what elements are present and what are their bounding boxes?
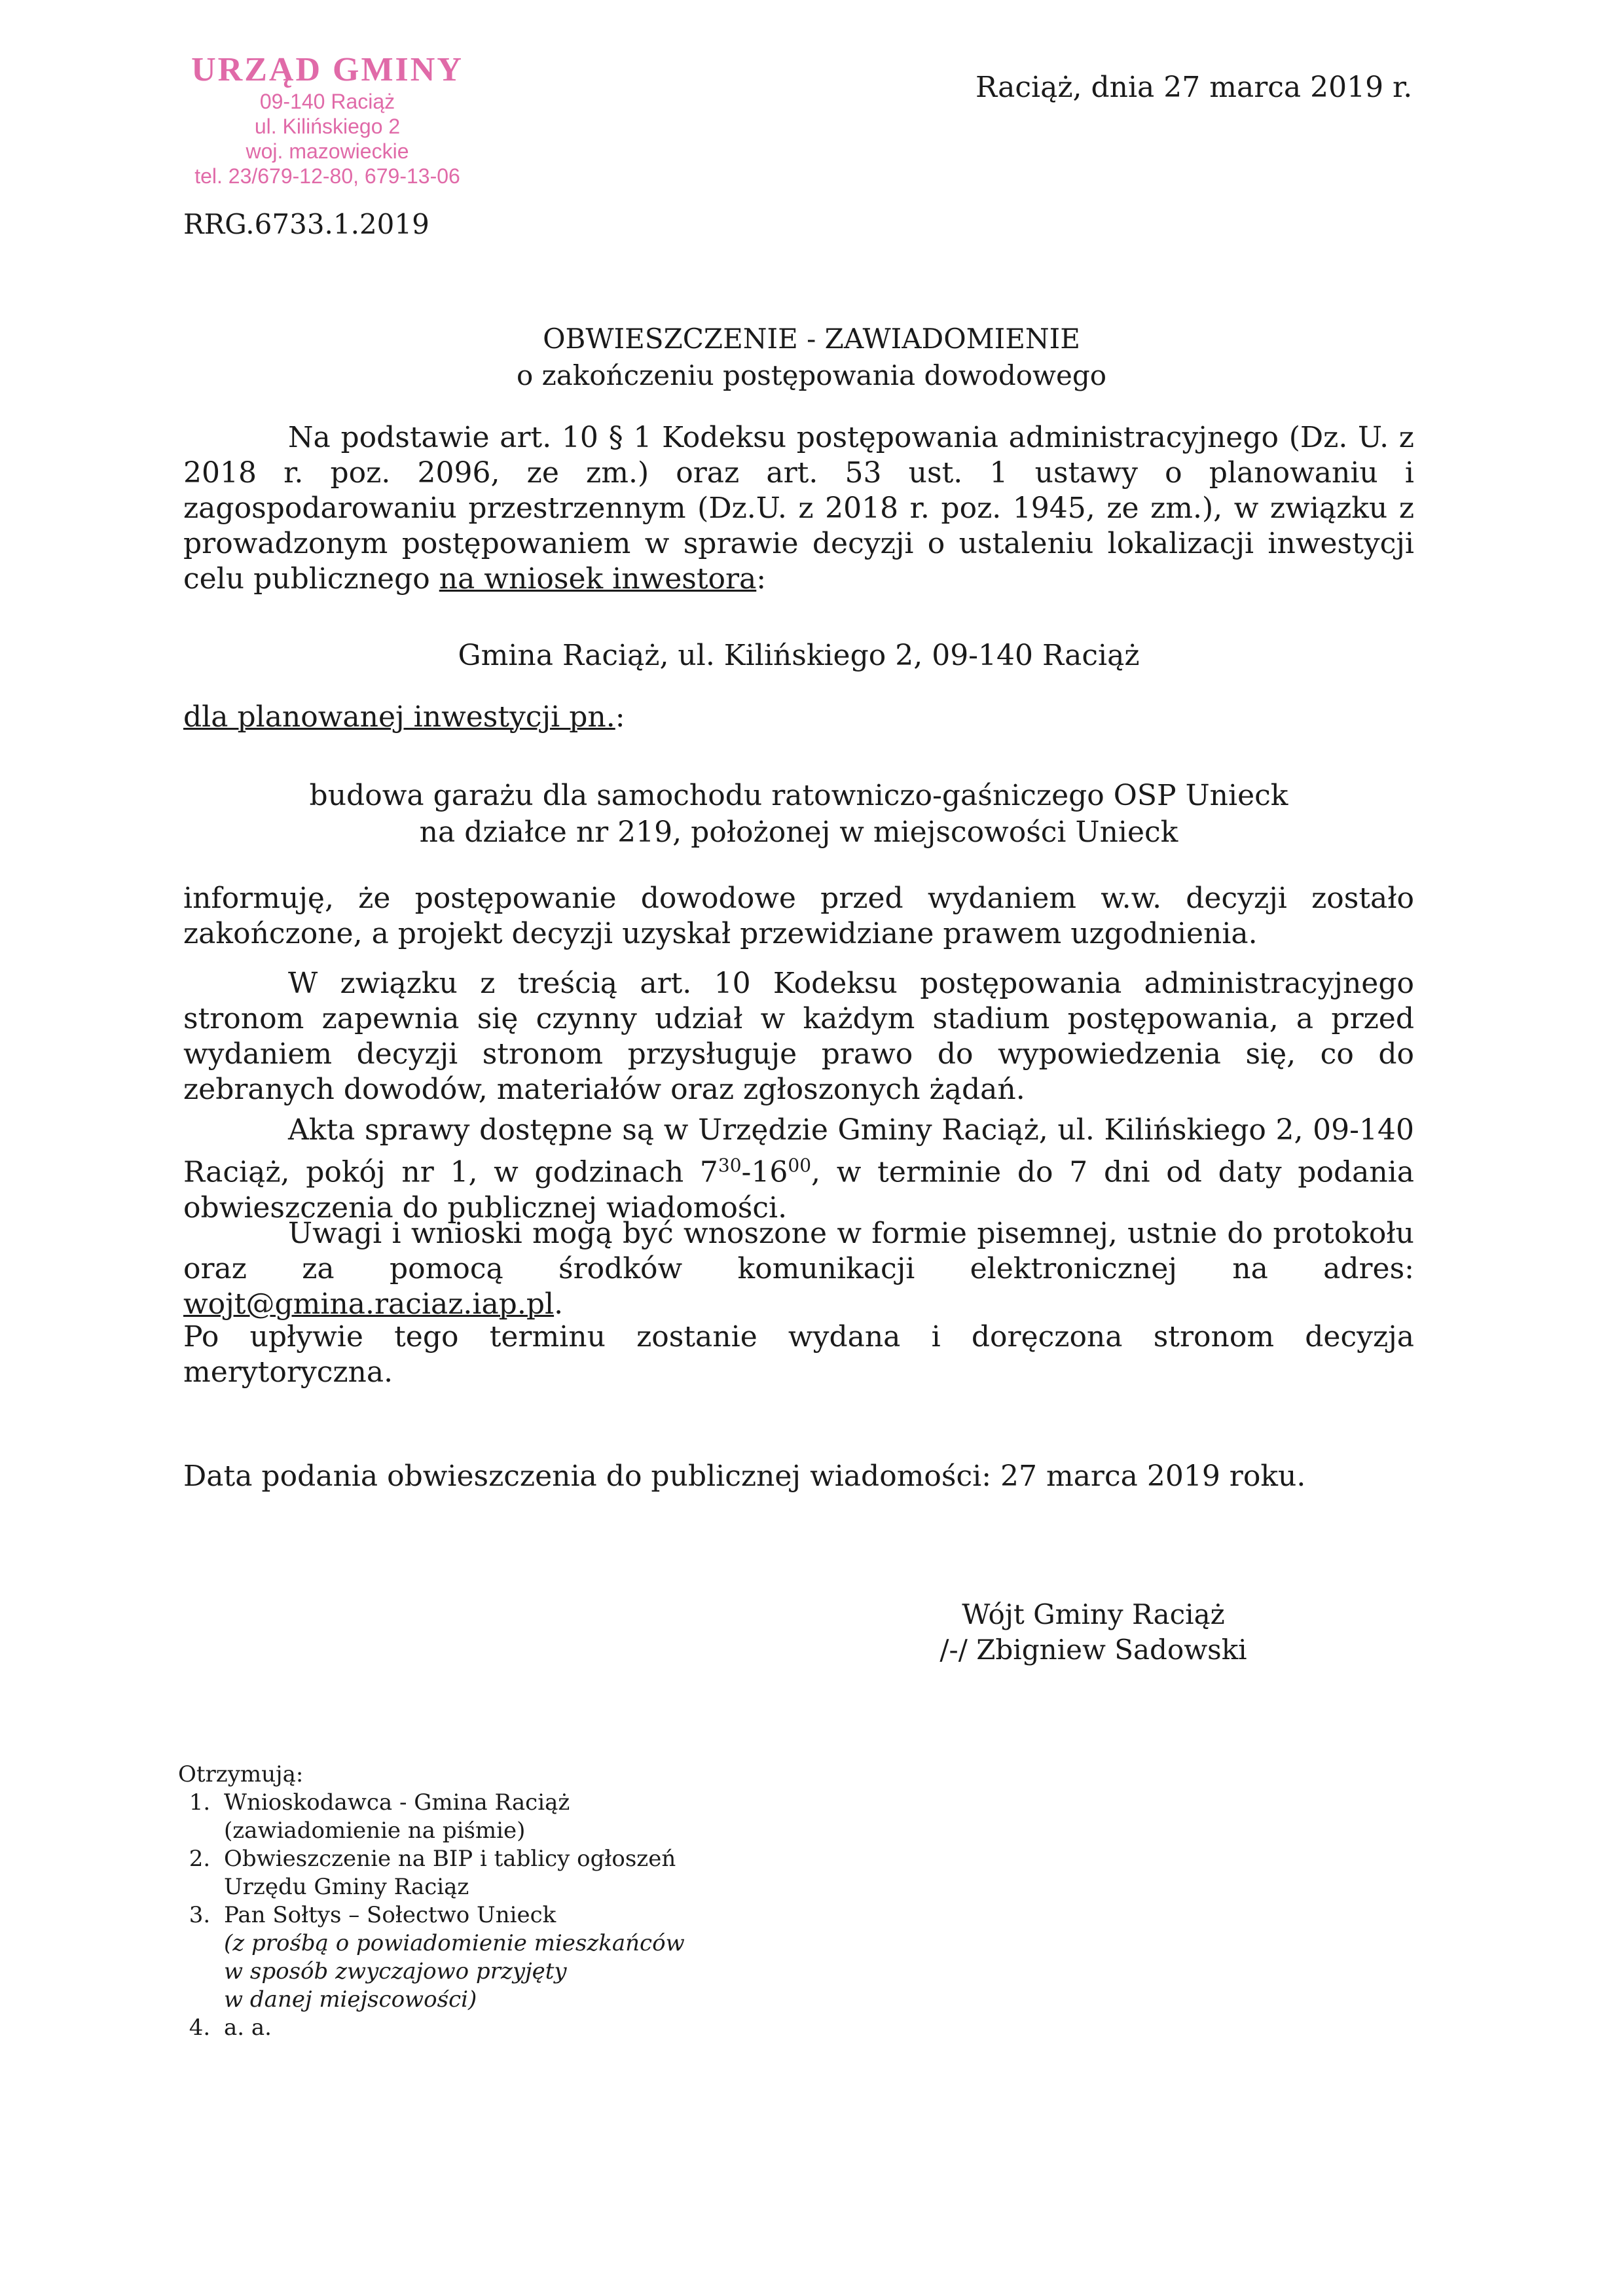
document-title: OBWIESZCZENIE - ZAWIADOMIENIE bbox=[543, 323, 1080, 355]
remarks-paragraph: Uwagi i wnioski mogą być wnoszone w formie pisemnej, ustnie do protokołu oraz za pomocą środków komunikacji elektronicznej na adres: wojt@gmina.raciaz.iap.pl. bbox=[183, 1217, 1414, 1321]
list-item: 2. Obwieszczenie na BIP i tablicy ogłoszeń Urzędu Gminy Raciąz bbox=[217, 1845, 685, 1901]
stamp-phone: tel. 23/679-12-80, 679-13-06 bbox=[194, 164, 460, 188]
place-date: Raciąż, dnia 27 marca 2019 r. bbox=[976, 71, 1413, 104]
intro-paragraph: Na podstawie art. 10 § 1 Kodeksu postępowania administracyjnego (Dz. U. z 2018 r. poz. 2096, ze zm.) oraz art. 53 ust. 1 ustawy o planowaniu i zagospodarowaniu przestrzennym (Dz.U. z 2018 r. poz. 1945, ze zm.), w związku z prowadzonym postępowaniem w sprawie decyzji o ustaleniu lokalizacji inwestycji celu publicznego na wniosek inwestora: bbox=[183, 421, 1414, 596]
list-item: 1. Wnioskodawca - Gmina Raciąż (zawiadomienie na piśmie) bbox=[217, 1789, 685, 1845]
after-term-paragraph: Po upływie tego terminu zostanie wydana i doręczona stronom decyzja merytoryczna. bbox=[183, 1320, 1414, 1389]
stamp-postal: 09-140 Raciąż bbox=[259, 90, 395, 113]
signature-block bbox=[910, 1597, 1277, 1668]
investment-name-line2: na działce nr 219, położonej w miejscowości Unieck bbox=[419, 816, 1178, 849]
investor-address: Gmina Raciąż, ul. Kilińskiego 2, 09-140 Raciąż bbox=[458, 639, 1140, 672]
investment-label: dla planowanej inwestycji pn.: bbox=[183, 700, 625, 734]
reference-number: RRG.6733.1.2019 bbox=[183, 208, 429, 240]
signature-title: Wójt Gminy Raciąż bbox=[962, 1598, 1225, 1630]
underlined-phrase: na wniosek inwestora bbox=[439, 562, 757, 596]
stamp-voivodeship: woj. mazowieckie bbox=[246, 139, 409, 163]
email-link[interactable]: wojt@gmina.raciaz.iap.pl bbox=[183, 1287, 555, 1321]
inform-paragraph: informuję, że postępowanie dowodowe przed wydaniem w.w. decyzji zostało zakończone, a projekt decyzji uzyskał przewidziane prawem uzgodnienia. bbox=[183, 882, 1414, 950]
list-item: 3. Pan Sołtys – Sołectwo Unieck (z prośbą o powiadomienie mieszkańców w sposób zwyczajowo przyjęty w danej miejscowości) bbox=[217, 1901, 685, 2014]
investment-name-line1: budowa garażu dla samochodu ratowniczo-gaśniczego OSP Unieck bbox=[309, 779, 1288, 812]
signature-name: /-/ Zbigniew Sadowski bbox=[939, 1634, 1247, 1666]
office-stamp bbox=[164, 51, 491, 188]
list-item: 4. a. a. bbox=[217, 2014, 685, 2042]
document-subtitle: o zakończeniu postępowania dowodowego bbox=[516, 359, 1107, 391]
publication-date: Data podania obwieszczenia do publicznej wiadomości: 27 marca 2019 roku. bbox=[183, 1460, 1306, 1493]
stamp-street: ul. Kilińskiego 2 bbox=[254, 115, 401, 138]
recipients-list bbox=[178, 1761, 685, 2042]
rights-paragraph: W związku z treścią art. 10 Kodeksu postępowania administracyjnego stronom zapewnia się czynny udział w każdym stadium postępowania, a przed wydaniem decyzji stronom przysługuje prawo do wypowiedzenia się, co do zebranych dowodów, materiałów oraz zgłoszonych żądań. bbox=[183, 967, 1414, 1106]
stamp-title: URZĄD GMINY bbox=[191, 51, 464, 88]
files-paragraph: Akta sprawy dostępne są w Urzędzie Gminy Raciąż, ul. Kilińskiego 2, 09-140 Raciąż, pokój nr 1, w godzinach $7^{30}-16^{00}$, w terminie do 7 dni od daty podania obwieszczenia do publicznej wiadomości. bbox=[183, 1113, 1414, 1225]
recipients-heading: Otrzymują: bbox=[178, 1761, 304, 1787]
